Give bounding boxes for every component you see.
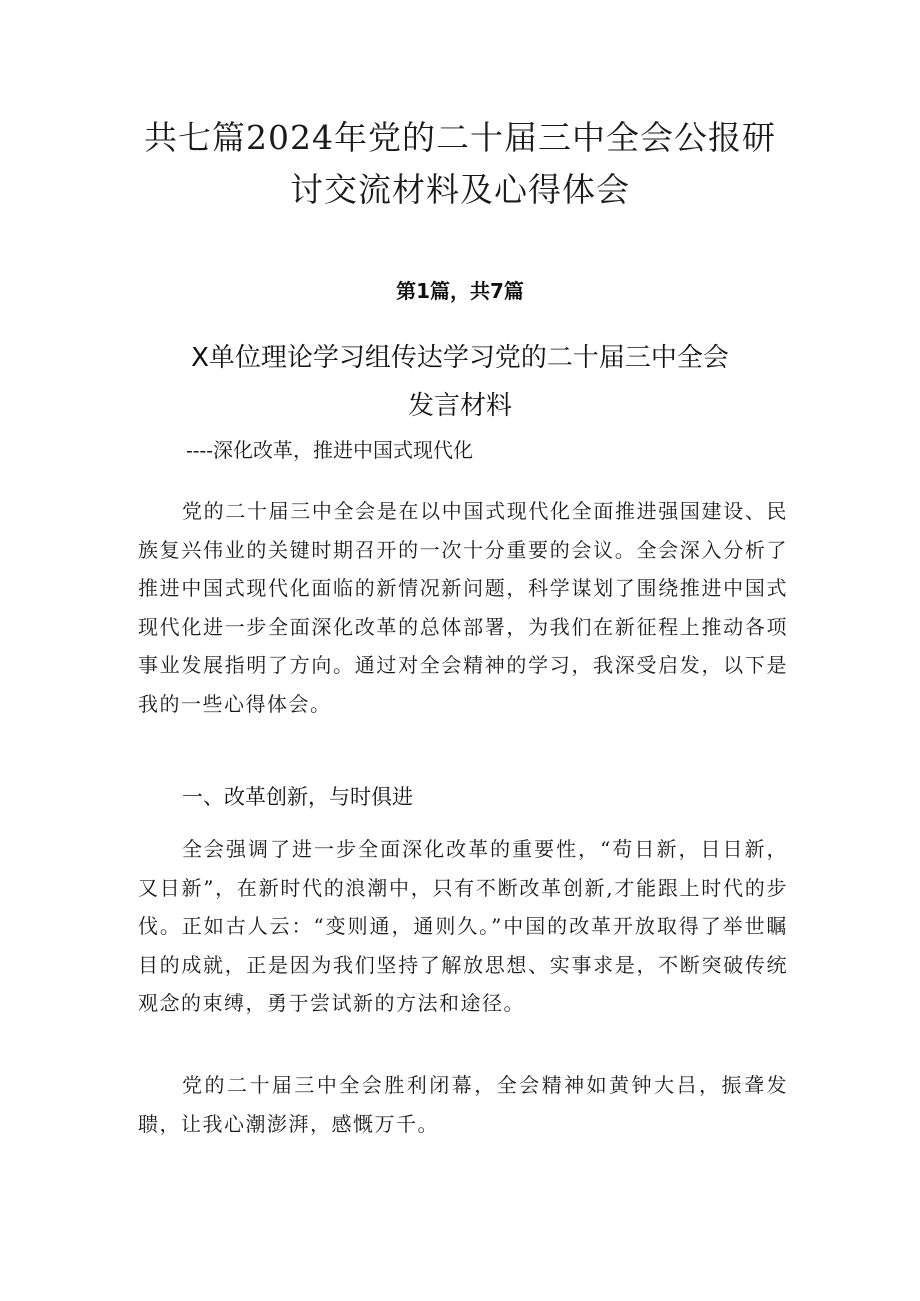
article-subtitle: ----深化改革，推进中国式现代化	[186, 438, 474, 462]
part-label: 第1篇，共7篇	[396, 279, 524, 303]
article-title-line-2: 发言材料	[407, 391, 512, 421]
article-title-line-1: X单位理论学习组传达学习党的二十届三中全会	[191, 343, 729, 373]
body-paragraph: 党的二十届三中全会是在以中国式现代化全面推进强国建设、民族复兴伟业的关键时期召开的一次十分重要的会议。全会深入分析了推进中国式现代化面临的新情况新问题，科学谋划了围绕推进中国式现代化进一步全面深化改革的总体部署，为我们在新征程上推动各项事业发展指明了方向。通过对全会精神的学习，我深受启发，以下是我的一些心得体会。	[138, 499, 788, 716]
body-paragraph: 党的二十届三中全会胜利闭幕，全会精神如黄钟大吕，振聋发聩，让我心潮澎湃，感慨万千。	[138, 1073, 788, 1136]
article-title	[140, 334, 780, 430]
body-paragraph: 全会强调了进一步全面深化改革的重要性，“苟日新，日日新，又日新”，在新时代的浪潮中，只有不断改革创新,才能跟上时代的步伐。正如古人云：“变则通，通则久。”中国的改革开放取得了举世瞩目的成就，正是因为我们坚持了解放思想、实事求是，不断突破传统观念的束缚，勇于尝试新的方法和途径。	[138, 837, 788, 1015]
section-heading: 一、改革创新，与时俱进	[182, 785, 413, 809]
document-title: 共七篇2024年党的二十届三中全会公报研讨交流材料及心得体会	[144, 118, 776, 209]
